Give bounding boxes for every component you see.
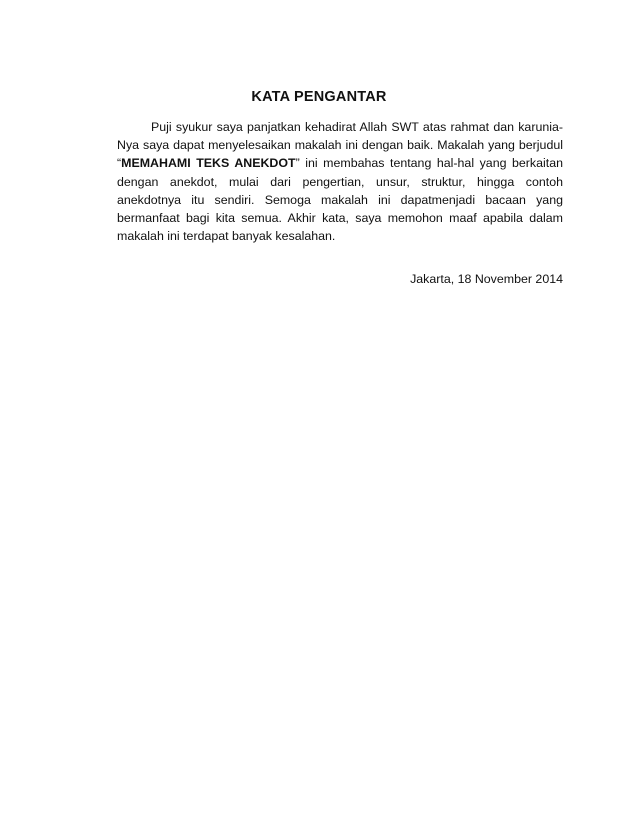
paper-title-emphasis: MEMAHAMI TEKS ANEKDOT [121, 156, 296, 171]
place-date: Jakarta, 18 November 2014 [410, 272, 563, 286]
preface-paragraph [117, 118, 563, 245]
paragraph-intro: Puji syukur saya panjatkan kehadirat Allah SWT atas rahmat dan karunia-Nya saya dapat menyelesaikan makalah ini dengan baik. Makalah yang berjudul “ [117, 120, 563, 171]
page-title: KATA PENGANTAR [251, 89, 387, 105]
paragraph-rest: ” ini membahas tentang hal-hal yang berkaitan dengan anekdot, mulai dari pengertian, unsur, struktur, hingga contoh anekdotnya itu sendiri. Semoga makalah ini dapatmenjadi bacaan yang bermanfaat bagi kita semua. Akhir kata, saya memohon maaf apabila dalam makalah ini terdapat banyak kesalahan. [117, 156, 563, 244]
